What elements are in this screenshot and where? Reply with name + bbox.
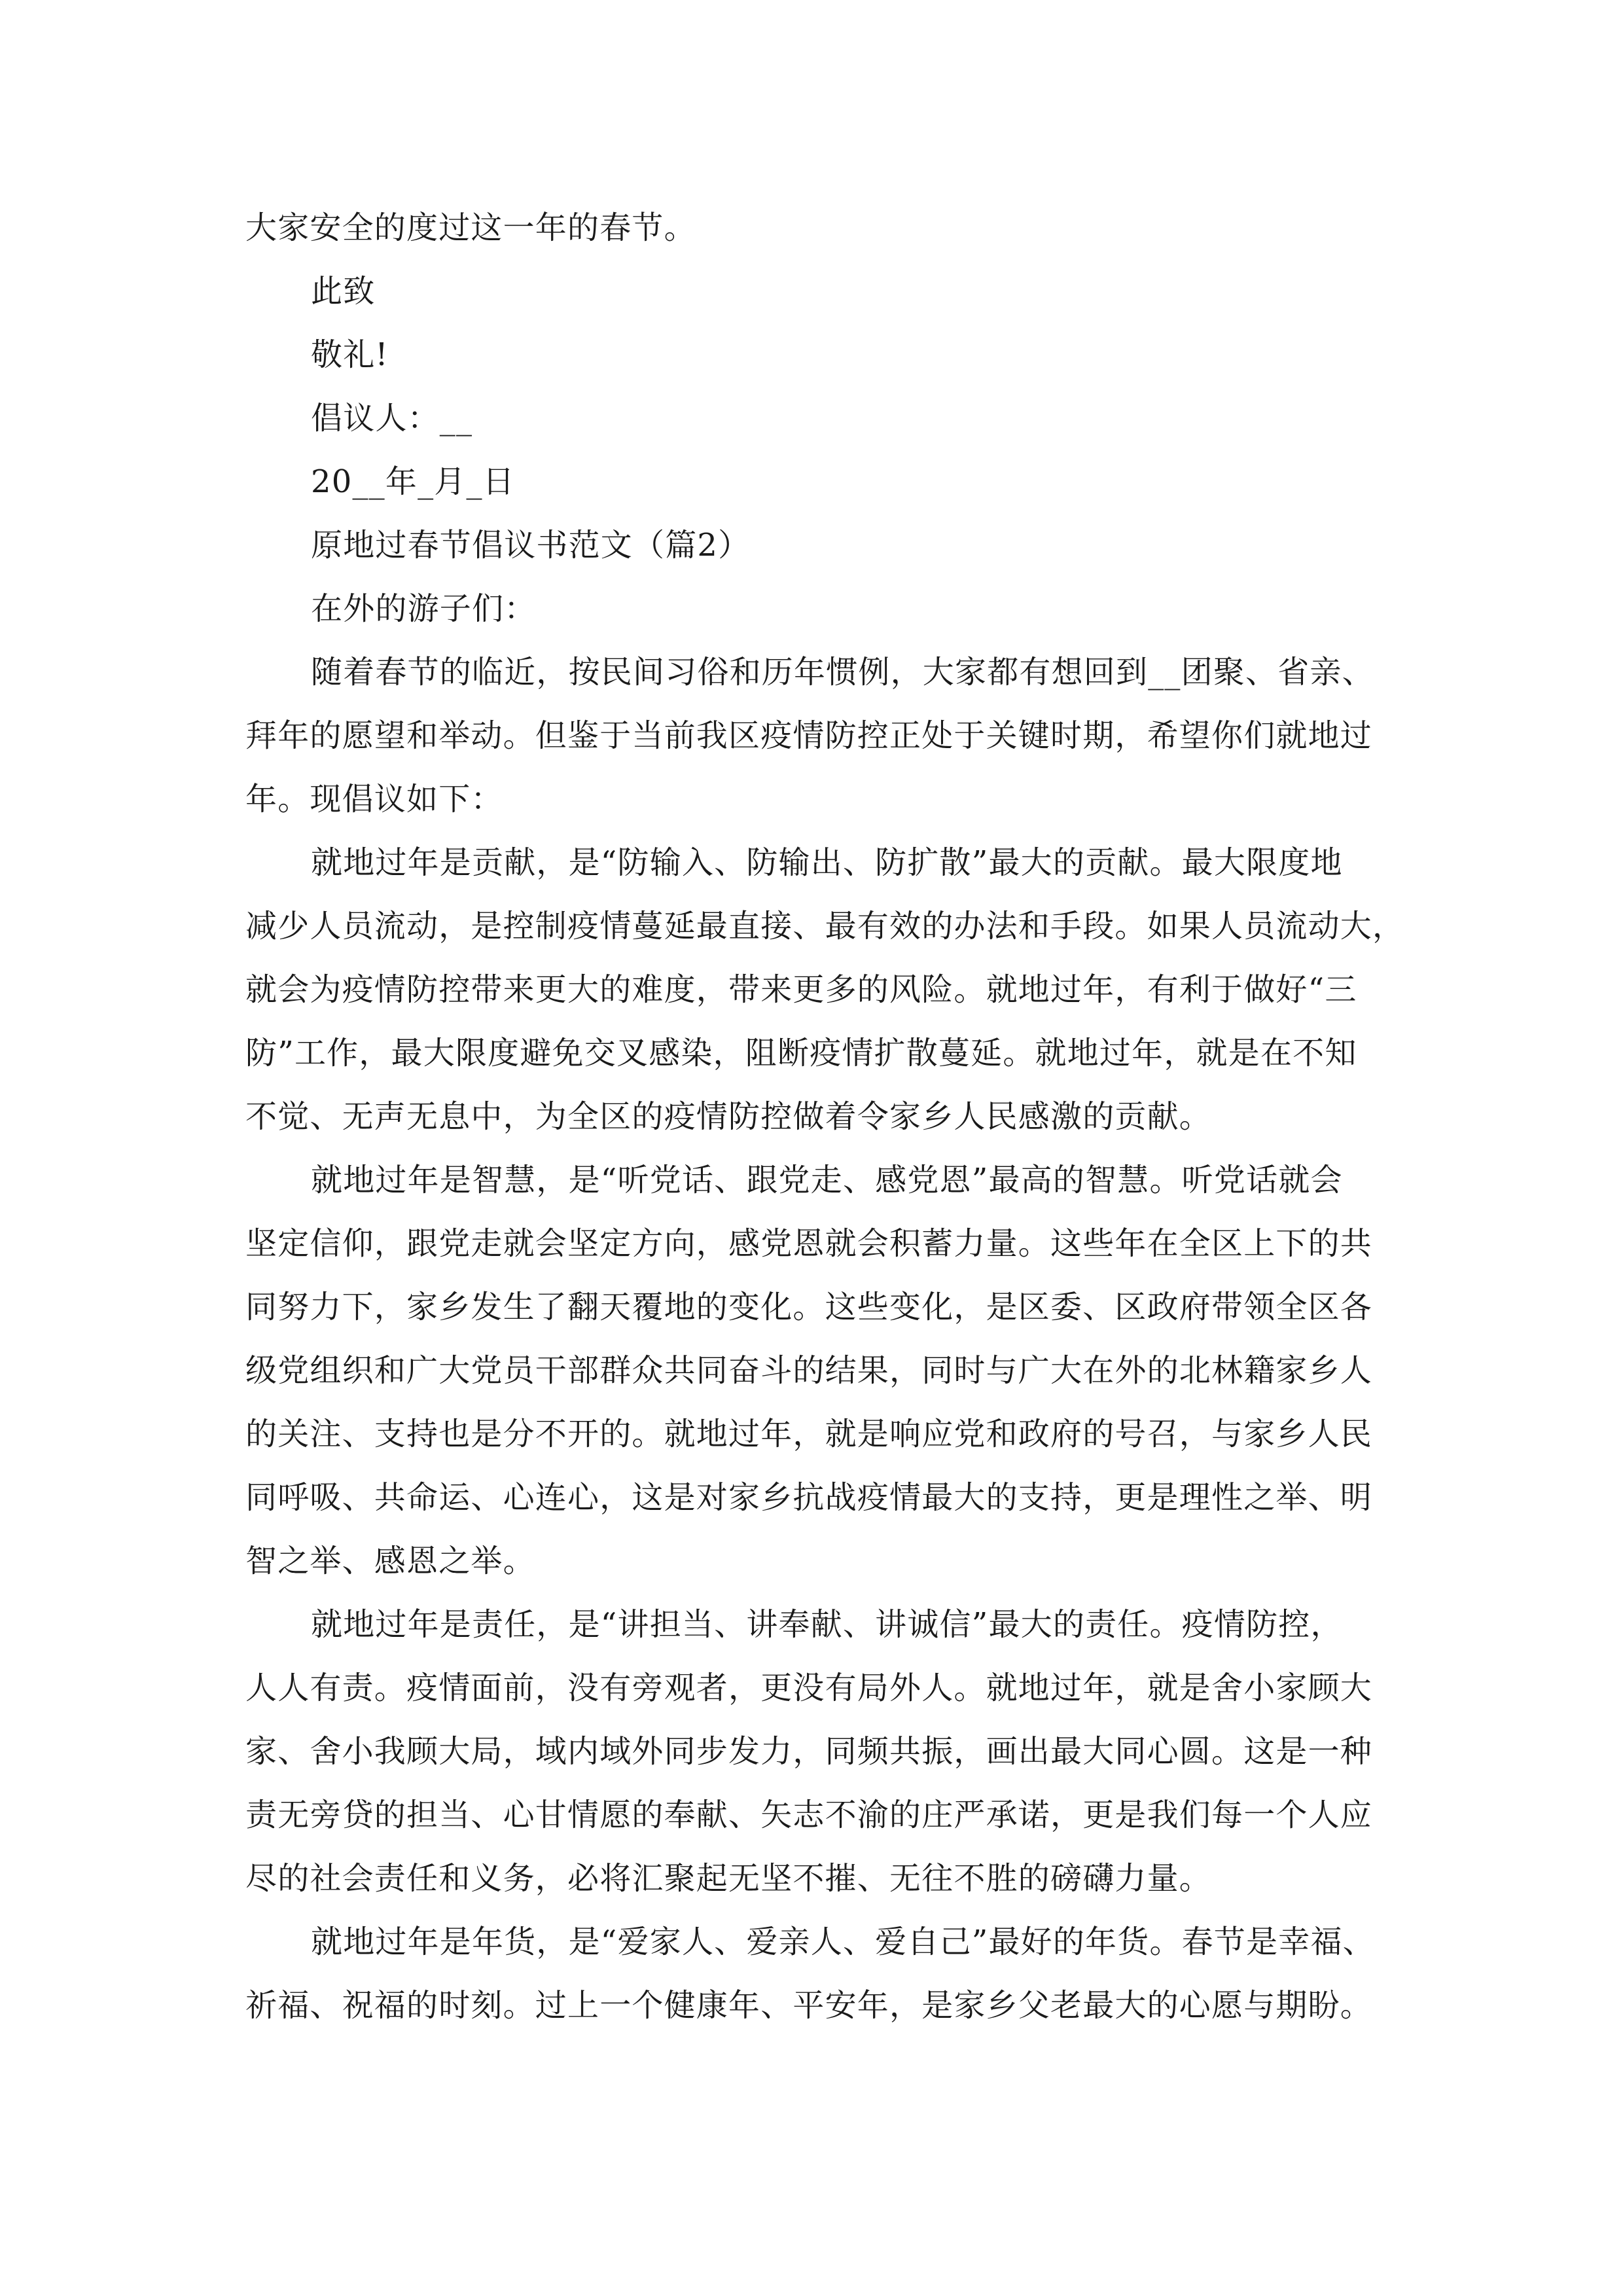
paragraph-line: 尽的社会责任和义务，必将汇聚起无坚不摧、无往不胜的磅礴力量。	[245, 1860, 1212, 1897]
addressee: 在外的游子们：	[311, 590, 537, 627]
paragraph-line: 祈福、祝福的时刻。过上一个健康年、平安年，是家乡父老最大的心愿与期盼。	[245, 1987, 1373, 2024]
paragraph-line: 人人有责。疫情面前，没有旁观者，更没有局外人。就地过年，就是舍小家顾大	[245, 1670, 1373, 1706]
paragraph-line: 同呼吸、共命运、心连心，这是对家乡抗战疫情最大的支持，更是理性之举、明	[245, 1479, 1373, 1516]
paragraph-line: 就地过年是贡献，是“防输入、防输出、防扩散”最大的贡献。最大限度地	[311, 844, 1343, 881]
paragraph-intro	[245, 641, 1381, 831]
paragraph-line: 坚定信仰，跟党走就会坚定方向，感党恩就会积蓄力量。这些年在全区上下的共	[245, 1225, 1373, 1262]
date-line: 20__年_月_日	[311, 463, 515, 500]
closing-tail-line: 大家安全的度过这一年的春节。	[245, 209, 696, 246]
paragraph-line: 年。现倡议如下：	[245, 781, 503, 817]
paragraph-line: 就地过年是年货，是“爱家人、爱亲人、爱自己”最好的年货。春节是幸福、	[311, 1924, 1375, 1960]
paragraph-contribution	[245, 831, 1405, 1149]
paragraph-line: 就会为疫情防控带来更大的难度，带来更多的风险。就地过年，有利于做好“三	[245, 971, 1357, 1008]
paragraph-line: 随着春节的临近，按民间习俗和历年惯例，大家都有想回到__团聚、省亲、	[311, 654, 1374, 691]
paragraph-new-year-goods	[245, 1910, 1381, 2037]
initiator-line: 倡议人：__	[311, 400, 473, 437]
paragraph-line: 防”工作，最大限度避免交叉感染，阻断疫情扩散蔓延。就地过年，就是在不知	[245, 1035, 1357, 1071]
paragraph-wisdom	[245, 1149, 1381, 1593]
paragraph-line: 家、舍小我顾大局，域内域外同步发力，同频共振，画出最大同心圆。这是一种	[245, 1733, 1373, 1770]
salutation-line-1: 此致	[311, 273, 376, 310]
section-title: 原地过春节倡议书范文（篇2）	[311, 527, 751, 564]
paragraph-line: 减少人员流动，是控制疫情蔓延最直接、最有效的办法和手段。如果人员流动大，	[245, 908, 1405, 944]
paragraph-line: 就地过年是智慧，是“听党话、跟党走、感党恩”最高的智慧。听党话就会	[311, 1162, 1343, 1198]
paragraph-line: 的关注、支持也是分不开的。就地过年，就是响应党和政府的号召，与家乡人民	[245, 1416, 1373, 1452]
paragraph-line: 责无旁贷的担当、心甘情愿的奉献、矢志不渝的庄严承诺，更是我们每一个人应	[245, 1797, 1373, 1833]
paragraph-line: 同努力下，家乡发生了翻天覆地的变化。这些变化，是区委、区政府带领全区各	[245, 1289, 1373, 1325]
paragraph-line: 级党组织和广大党员干部群众共同奋斗的结果，同时与广大在外的北林籍家乡人	[245, 1352, 1373, 1389]
salutation-line-2: 敬礼!	[311, 336, 389, 373]
paragraph-line: 拜年的愿望和举动。但鉴于当前我区疫情防控正处于关键时期，希望你们就地过	[245, 717, 1373, 754]
paragraph-line: 就地过年是责任，是“讲担当、讲奉献、讲诚信”最大的责任。疫情防控，	[311, 1606, 1343, 1643]
document-body	[245, 196, 1405, 2037]
paragraph-line: 智之举、感恩之举。	[245, 1543, 535, 1579]
paragraph-responsibility	[245, 1593, 1381, 1910]
paragraph-line: 不觉、无声无息中，为全区的疫情防控做着令家乡人民感激的贡献。	[245, 1098, 1212, 1135]
